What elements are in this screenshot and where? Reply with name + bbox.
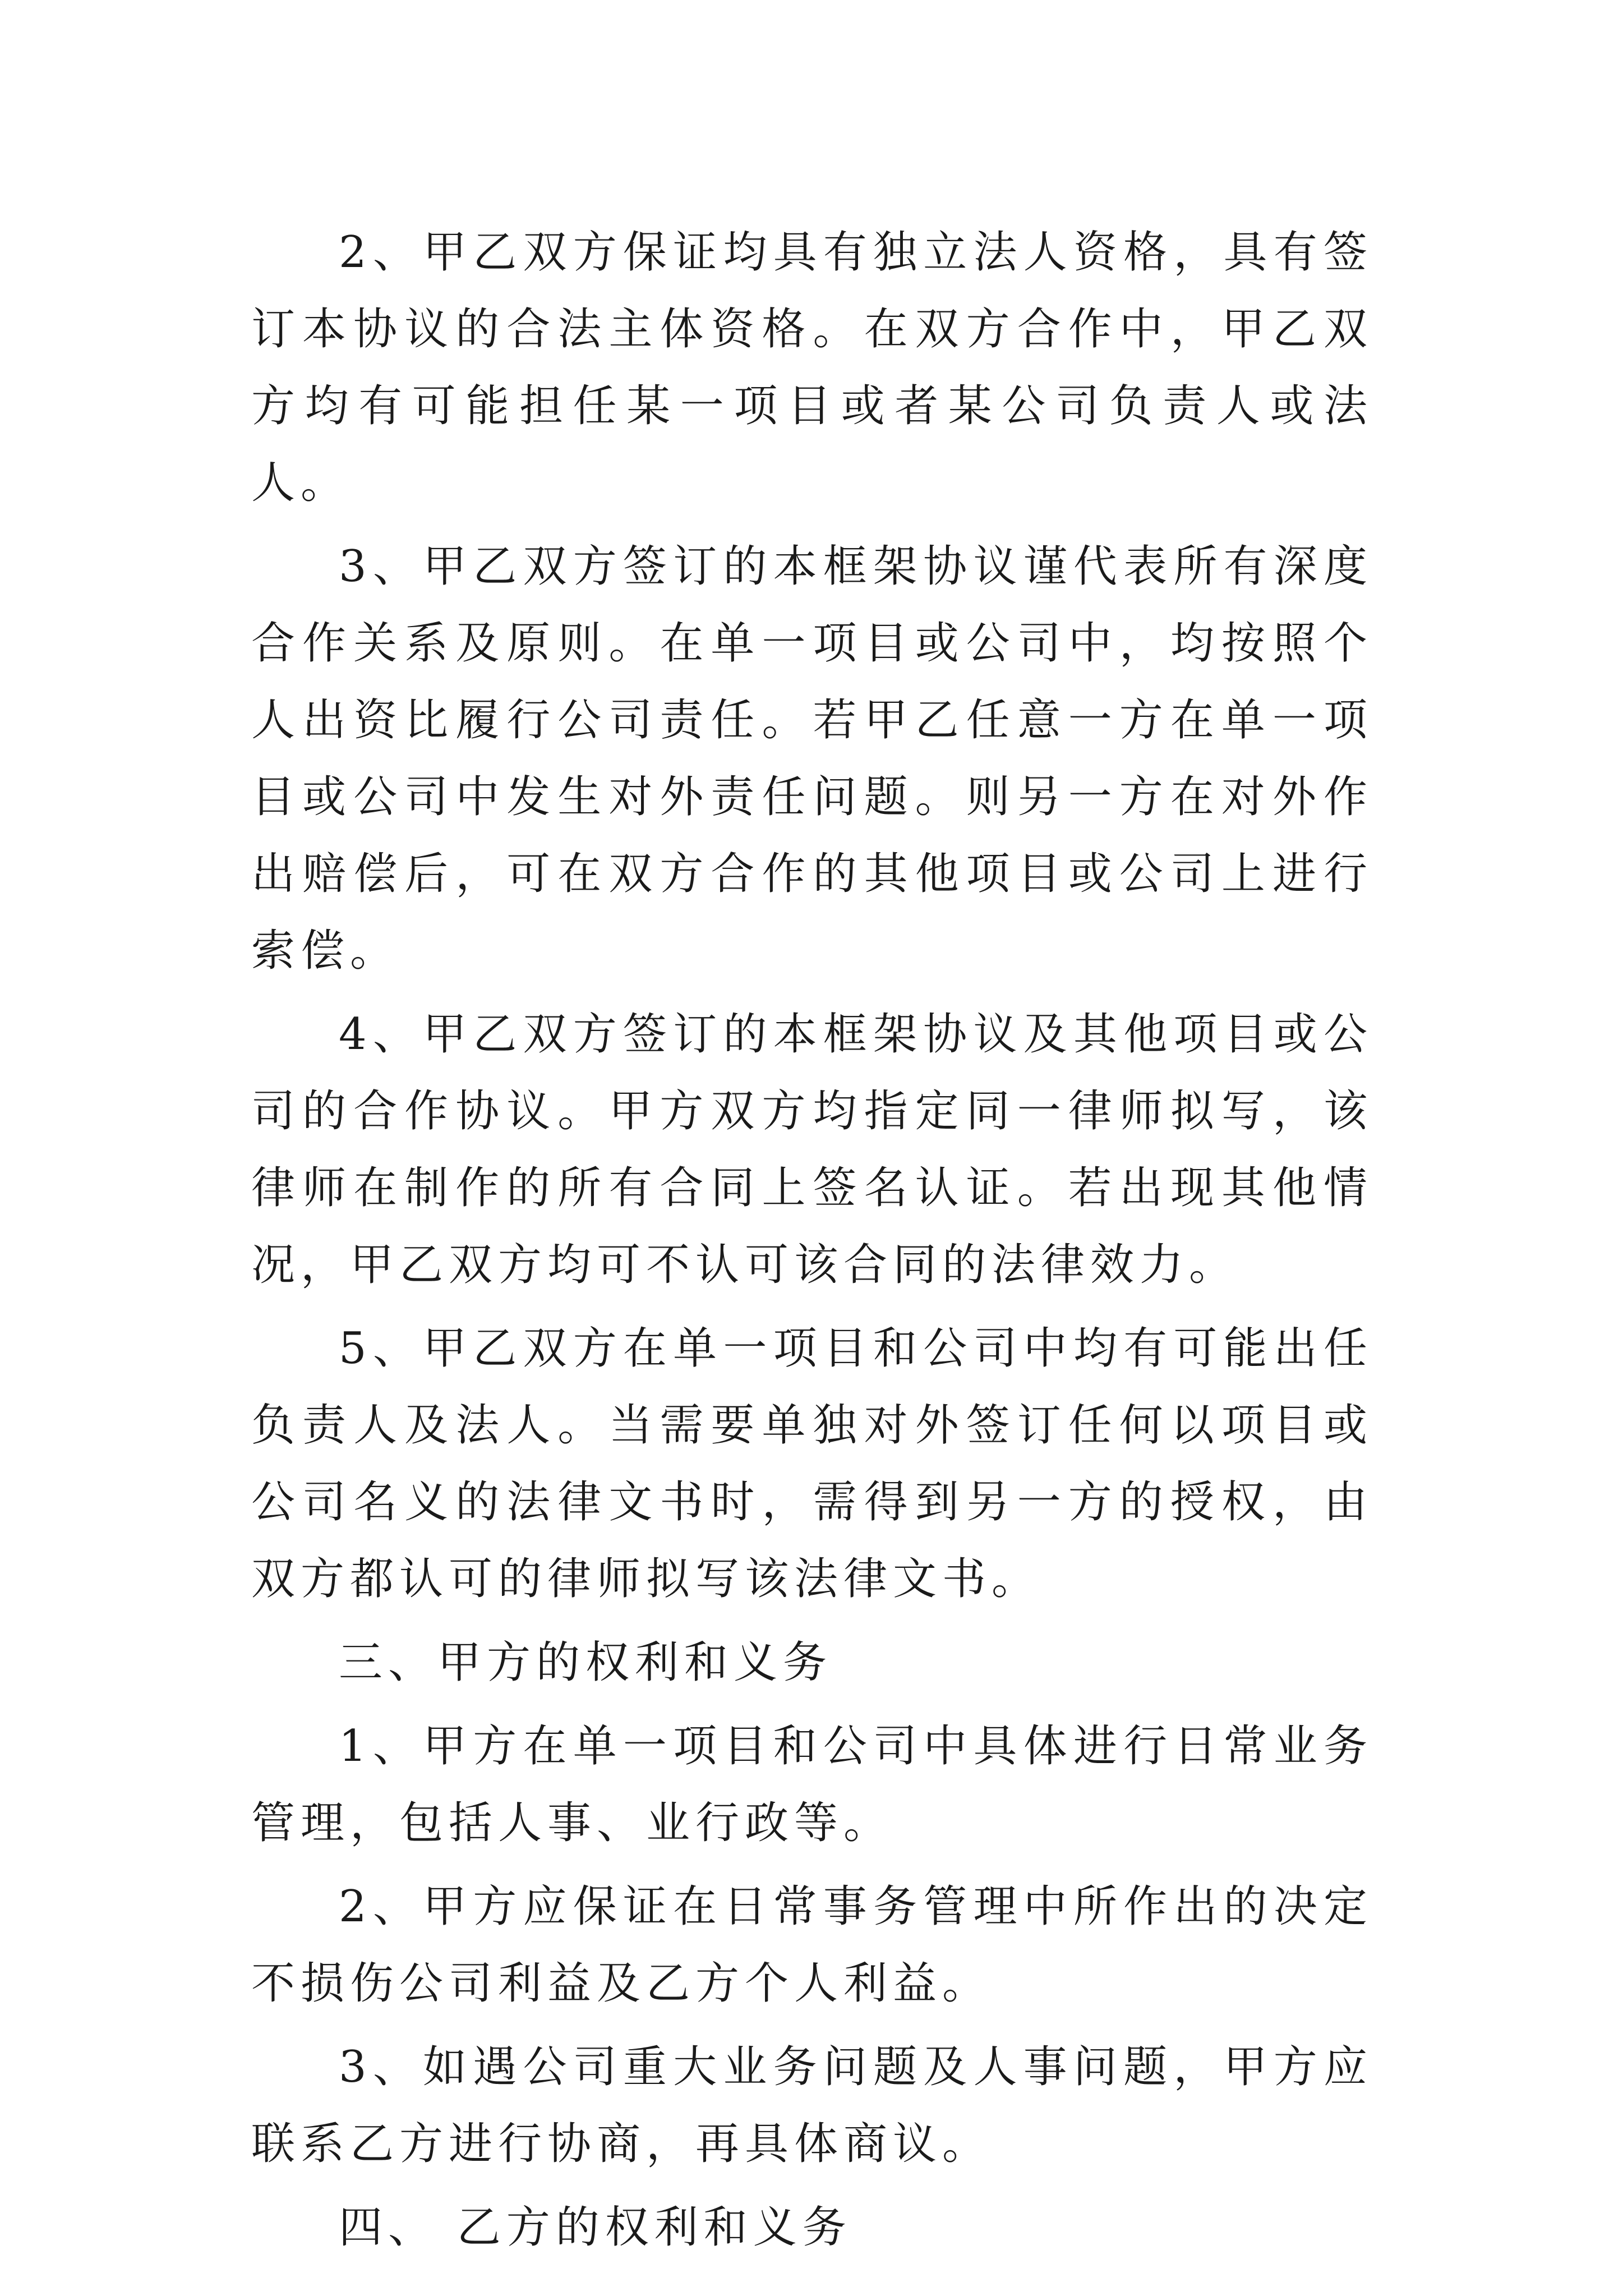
clause-3-paragraph: 3、甲乙双方签订的本框架协议谨代表所有深度合作关系及原则。在单一项目或公司中，均按照个人出资比履行公司责任。若甲乙任意一方在单一项目或公司中发生对外责任问题。则另一方在对外作出赔偿后，可在双方合作的其他项目或公司上进行索偿。: [251, 541, 1373, 976]
section-three-heading: 三、甲方的权利和义务: [339, 1637, 833, 1688]
section-three-item-2: 2、甲方应保证在日常事务管理中所作出的决定不损伤公司利益及乙方个人利益。: [251, 1881, 1373, 2009]
clause-4-paragraph: 4、甲乙双方签订的本框架协议及其他项目或公司的合作协议。甲方双方均指定同一律师拟写，该律师在制作的所有合同上签名认证。若出现其他情况，甲乙双方均可不认可该合同的法律效力。: [251, 1009, 1373, 1290]
section-three-item-3: 3、如遇公司重大业务问题及人事问题，甲方应联系乙方进行协商，再具体商议。: [251, 2042, 1373, 2169]
section-three-item-1: 1、甲方在单一项目和公司中具体进行日常业务管理，包括人事、业行政等。: [251, 1721, 1373, 1848]
clause-5-paragraph: 5、甲乙双方在单一项目和公司中均有可能出任负责人及法人。当需要单独对外签订任何以项目或公司名义的法律文书时，需得到另一方的授权，由双方都认可的律师拟写该法律文书。: [251, 1323, 1373, 1604]
document-body: [251, 214, 1373, 2273]
clause-2-paragraph: 2、甲乙双方保证均具有独立法人资格，具有签订本协议的合法主体资格。在双方合作中，甲乙双方均有可能担任某一项目或者某公司负责人或法人。: [251, 227, 1373, 508]
section-four-heading: 四、 乙方的权利和义务: [339, 2202, 852, 2253]
